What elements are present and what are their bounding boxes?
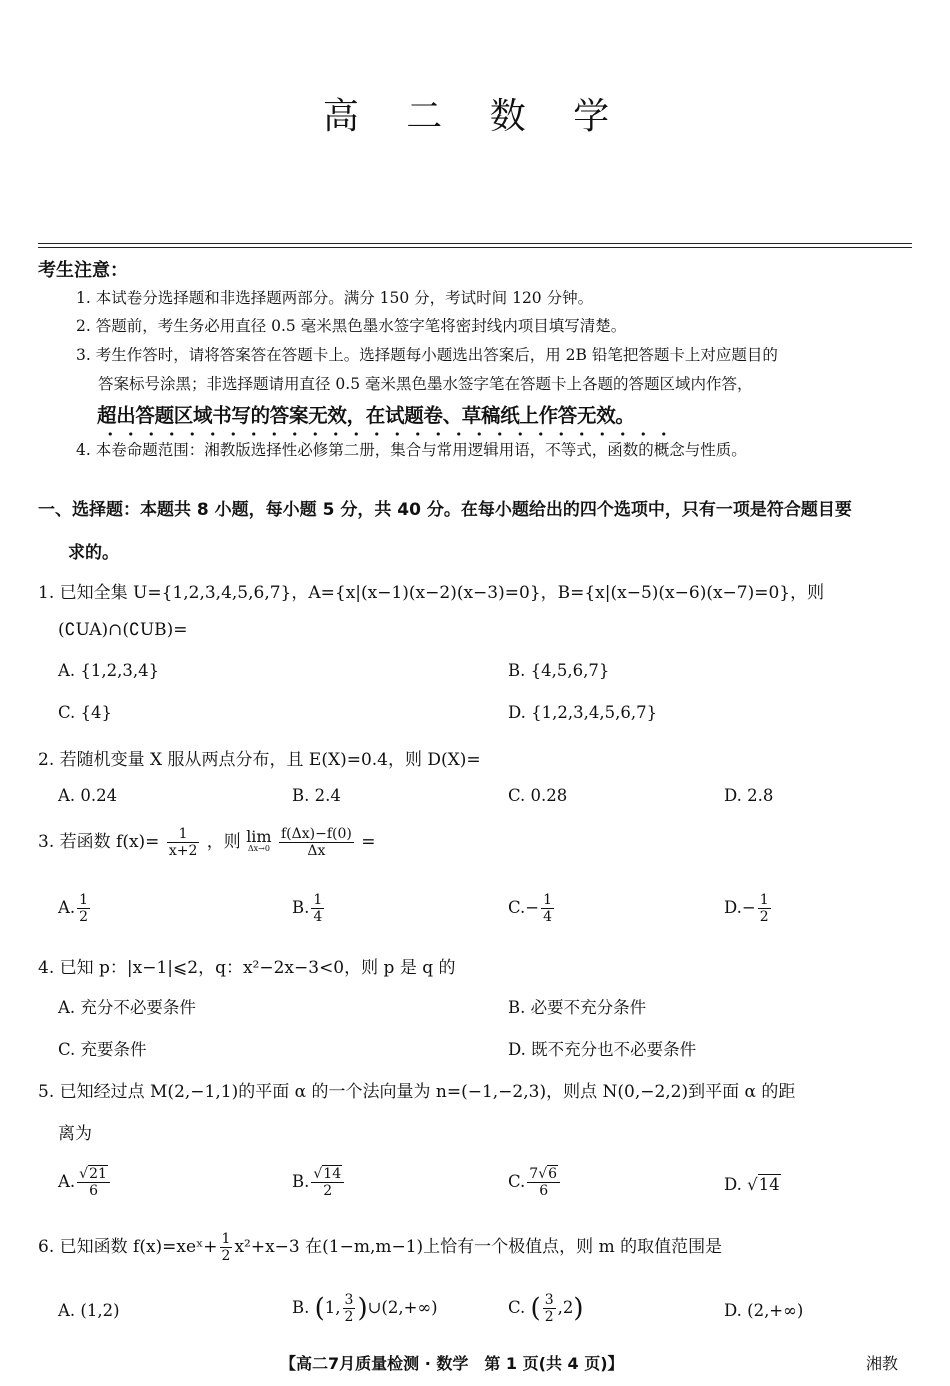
notice-item-3-line-1: 3. 考生作答时，请将答案答在答题卡上。选择题每小题选出答案后，用 2B 铅笔把答题卡上对应题目的 — [76, 346, 778, 364]
q2-option-a[interactable]: A. 0.24 — [58, 786, 118, 805]
section-heading-line-1: 一、选择题：本题共 8 小题，每小题 5 分，共 40 分。在每小题给出的四个选项中，只有一项是符合题目要 — [38, 500, 852, 520]
q3-fraction-1-den: x+2 — [168, 843, 198, 859]
page-footer — [280, 1351, 624, 1374]
q3-option-a-label: A. — [58, 898, 76, 917]
q5-option-a-fraction — [77, 1166, 110, 1199]
q5-option-c-label: C. — [508, 1172, 526, 1191]
q3-option-b-num: 1 — [313, 892, 323, 908]
q6-option-c-den: 2 — [544, 1309, 554, 1325]
q2-option-d[interactable]: D. 2.8 — [724, 786, 774, 805]
q6-option-b-open-paren: ( — [314, 1293, 325, 1324]
q3-option-c[interactable] — [508, 892, 556, 925]
q6-option-b-pre: 1, — [324, 1298, 341, 1317]
q6-option-b-close-paren: ) — [357, 1293, 368, 1324]
q3-option-a-fraction — [77, 892, 90, 925]
q6-option-b-label: B. — [292, 1298, 310, 1317]
q4-option-a[interactable]: A. 充分不必要条件 — [58, 998, 196, 1017]
q6-option-c-label: C. — [508, 1298, 526, 1317]
q3-option-a-num: 1 — [79, 892, 89, 908]
q3-option-d-num: 1 — [759, 892, 769, 908]
q4-option-b[interactable]: B. 必要不充分条件 — [508, 998, 647, 1017]
page-title: 高 二 数 学 — [322, 96, 628, 137]
q2-option-c[interactable]: C. 0.28 — [508, 786, 568, 805]
q5-option-b-fraction — [311, 1166, 344, 1199]
q3-fraction-2-den: Δx — [307, 843, 326, 859]
q3-option-c-label: C. — [508, 898, 526, 917]
q6-option-c-fraction — [543, 1292, 556, 1325]
q3-option-c-fraction — [541, 892, 554, 925]
q3-option-b-den: 4 — [313, 909, 323, 925]
q5-option-b-num: √14 — [311, 1166, 344, 1183]
q6-option-d[interactable]: D. (2,+∞) — [724, 1301, 804, 1320]
q6-option-b-post: ∪(2,+∞) — [367, 1298, 438, 1317]
q5-option-c-den: 6 — [539, 1183, 549, 1199]
q5-option-c-fraction — [527, 1166, 560, 1199]
q5-option-d-label: D. — [724, 1175, 742, 1194]
q3-fraction-1 — [167, 826, 200, 859]
q6-option-c-post: ,2 — [557, 1298, 574, 1317]
q6-fraction-num: 1 — [221, 1231, 231, 1247]
q3-option-d-label: D. — [724, 898, 742, 917]
q1-stem-line-2: (∁UA)∩(∁UB)= — [58, 620, 188, 640]
q1-option-a[interactable]: A. {1,2,3,4} — [58, 661, 160, 680]
q6-option-c-close-paren: ) — [573, 1293, 584, 1324]
q4-option-d[interactable]: D. 既不充分也不必要条件 — [508, 1040, 697, 1059]
q3-mid: ，则 — [206, 832, 241, 852]
q5-option-c-coef: 7 — [529, 1166, 539, 1182]
q5-option-a-label: A. — [58, 1172, 76, 1191]
q5-option-c-radicand: 6 — [548, 1166, 558, 1182]
q5-option-c[interactable] — [508, 1166, 562, 1199]
q5-option-d-radicand: 14 — [758, 1175, 780, 1194]
q3-limit — [246, 826, 272, 855]
q6-option-b-fraction — [343, 1292, 356, 1325]
q3-option-d-sign: − — [741, 898, 756, 917]
notice-item-2: 2. 答题前，考生务必用直径 0.5 毫米黑色墨水签字笔将密封线内项目填写清楚。 — [76, 317, 627, 335]
q5-option-b-label: B. — [292, 1172, 310, 1191]
q1-option-d[interactable]: D. {1,2,3,4,5,6,7} — [508, 703, 658, 722]
q3-option-a[interactable] — [58, 892, 92, 925]
q3-lim-sub: Δx→0 — [247, 843, 270, 853]
q6-option-b[interactable] — [292, 1292, 438, 1325]
q1-option-c[interactable]: C. {4} — [58, 703, 113, 722]
q2-option-b[interactable]: B. 2.4 — [292, 786, 341, 805]
footer-center-text: 【高二7月质量检测 · 数学 第 1 页(共 4 页)】 — [280, 1354, 624, 1373]
q3-option-c-sign: − — [525, 898, 540, 917]
q3-lim-text: lim — [246, 826, 272, 846]
q6-option-b-den: 2 — [344, 1309, 354, 1325]
q6-option-c-num: 3 — [544, 1292, 554, 1308]
q6-fraction — [220, 1231, 233, 1264]
q3-stem — [38, 826, 376, 859]
q4-stem: 4. 已知 p：|x−1|⩽2，q：x²−2x−3<0，则 p 是 q 的 — [38, 958, 456, 978]
q3-fraction-1-num: 1 — [167, 826, 200, 843]
section-heading-line-2: 求的。 — [68, 543, 119, 563]
q5-stem-line-2: 离为 — [58, 1124, 92, 1144]
q6-option-c-open-paren: ( — [530, 1293, 541, 1324]
q3-option-c-den: 4 — [543, 909, 553, 925]
q5-option-a-num: √21 — [77, 1166, 110, 1183]
q3-fraction-2 — [279, 826, 354, 859]
q5-option-d[interactable]: D. √14 — [724, 1175, 780, 1194]
notice-heading: 考生注意： — [38, 260, 128, 281]
q4-option-c[interactable]: C. 充要条件 — [58, 1040, 147, 1059]
q5-option-c-num: 7√6 — [527, 1166, 560, 1183]
q6-prefix: 6. 已知函数 f(x)=xeˣ+ — [38, 1237, 218, 1257]
q2-stem: 2. 若随机变量 X 服从两点分布，且 E(X)=0.4，则 D(X)= — [38, 750, 481, 770]
q6-option-c[interactable] — [508, 1292, 584, 1325]
q6-stem — [38, 1231, 722, 1264]
header-rule-bottom — [38, 247, 912, 248]
notice-emphasis: 超出答题区域书写的答案无效，在试题卷、草稿纸上作答无效。 — [97, 404, 635, 427]
notice-item-1: 1. 本试卷分选择题和非选择题两部分。满分 150 分，考试时间 120 分钟。 — [76, 289, 594, 307]
q5-option-b[interactable] — [292, 1166, 346, 1199]
q5-option-b-radicand: 14 — [323, 1166, 342, 1182]
notice-item-3-line-2: 答案标号涂黑；非选择题请用直径 0.5 毫米黑色墨水签字笔在答题卡上各题的答题区域内作答， — [98, 375, 753, 393]
q1-stem-line-1: 1. 已知全集 U={1,2,3,4,5,6,7}，A={x|(x−1)(x−2)(x−3)=0}，B={x|(x−5)(x−6)(x−7)=0}，则 — [38, 583, 825, 603]
q5-option-a[interactable] — [58, 1166, 112, 1199]
q1-option-b[interactable]: B. {4,5,6,7} — [508, 661, 610, 680]
q5-stem-line-1: 5. 已知经过点 M(2,−1,1)的平面 α 的一个法向量为 n=(−1,−2,3)，则点 N(0,−2,2)到平面 α 的距 — [38, 1082, 796, 1102]
q6-option-b-num: 3 — [344, 1292, 354, 1308]
notice-item-4: 4. 本卷命题范围：湘教版选择性必修第二册，集合与常用逻辑用语，不等式，函数的概念与性质。 — [76, 441, 747, 459]
q5-option-a-radicand: 21 — [89, 1166, 107, 1182]
q3-fraction-2-num: f(Δx)−f(0) — [281, 826, 352, 842]
q3-option-d-fraction — [758, 892, 771, 925]
q3-option-d[interactable] — [724, 892, 773, 925]
q6-fraction-den: 2 — [221, 1248, 231, 1264]
q3-option-b[interactable] — [292, 892, 326, 925]
q6-suffix: x²+x−3 在(1−m,m−1)上恰有一个极值点，则 m 的取值范围是 — [234, 1237, 723, 1257]
q3-option-b-label: B. — [292, 898, 310, 917]
q5-option-b-den: 2 — [323, 1183, 333, 1199]
q5-option-a-den: 6 — [89, 1183, 98, 1199]
q3-option-b-fraction — [311, 892, 324, 925]
q3-prefix: 3. 若函数 f(x)= — [38, 832, 160, 852]
q3-option-a-den: 2 — [79, 909, 89, 925]
q3-suffix: = — [361, 832, 376, 852]
footer-publisher: 湘教 — [866, 1354, 899, 1373]
q6-option-a[interactable]: A. (1,2) — [58, 1301, 120, 1320]
header-rule-top — [38, 243, 912, 244]
q3-option-c-num: 1 — [543, 892, 553, 908]
q3-option-d-den: 2 — [759, 909, 769, 925]
